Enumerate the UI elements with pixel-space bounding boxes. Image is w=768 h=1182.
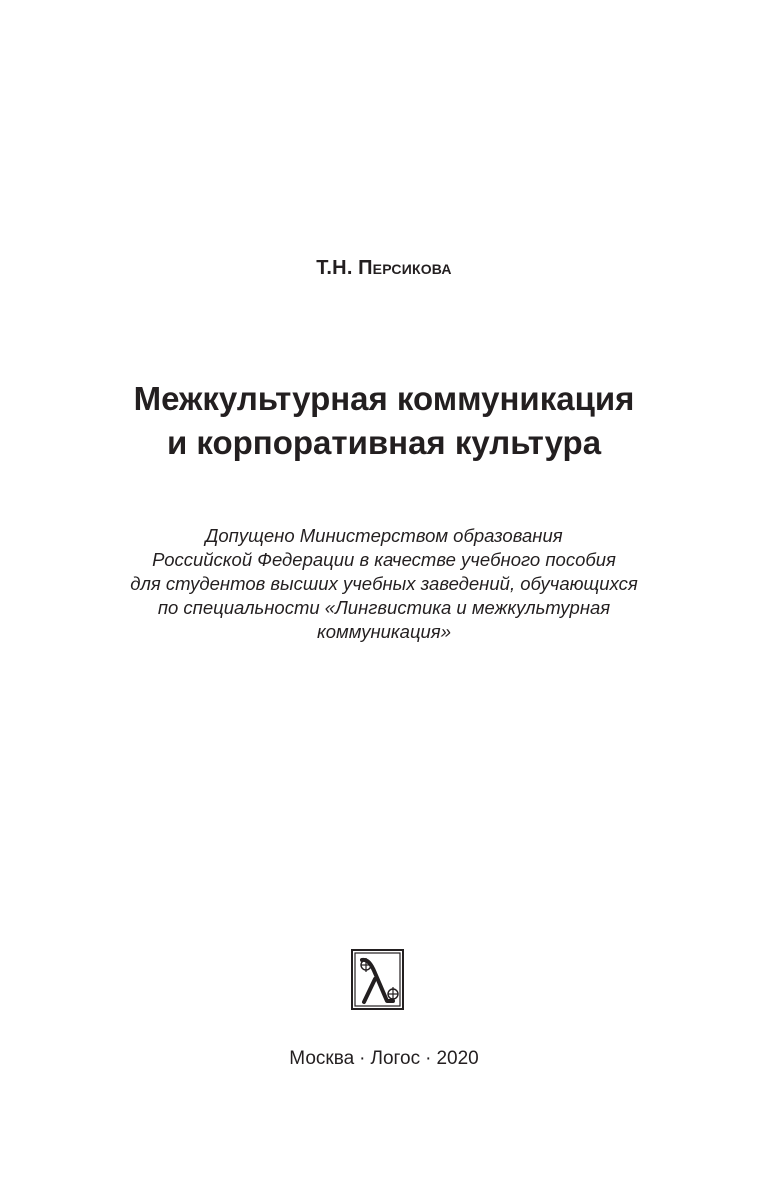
approval-line-3: для студентов высших учебных заведений, обучающихся [130,573,638,594]
imprint-city: Москва [289,1048,355,1069]
author-name [0,257,768,280]
author-surname: Персикова [358,257,452,279]
title-line-2: и корпоративная культура [166,424,602,461]
approval-line-4: по специальности «Лингвистика и межкультурная [157,597,611,618]
lambda-logo-icon [351,949,404,1010]
imprint-separator: · [359,1048,366,1069]
book-title [0,377,768,465]
imprint-publisher: Логос [370,1048,421,1069]
title-line-1: Межкультурная коммуникация [133,380,635,417]
imprint [0,1048,768,1070]
approval-statement [0,524,768,644]
approval-line-2: Российской Федерации в качестве учебного пособия [152,549,616,570]
approval-line-5: коммуникация» [317,621,451,642]
imprint-separator: · [425,1048,432,1069]
imprint-year: 2020 [436,1048,479,1069]
approval-line-1: Допущено Министерством образования [205,525,563,546]
author-initials: Т.Н. [316,257,353,279]
